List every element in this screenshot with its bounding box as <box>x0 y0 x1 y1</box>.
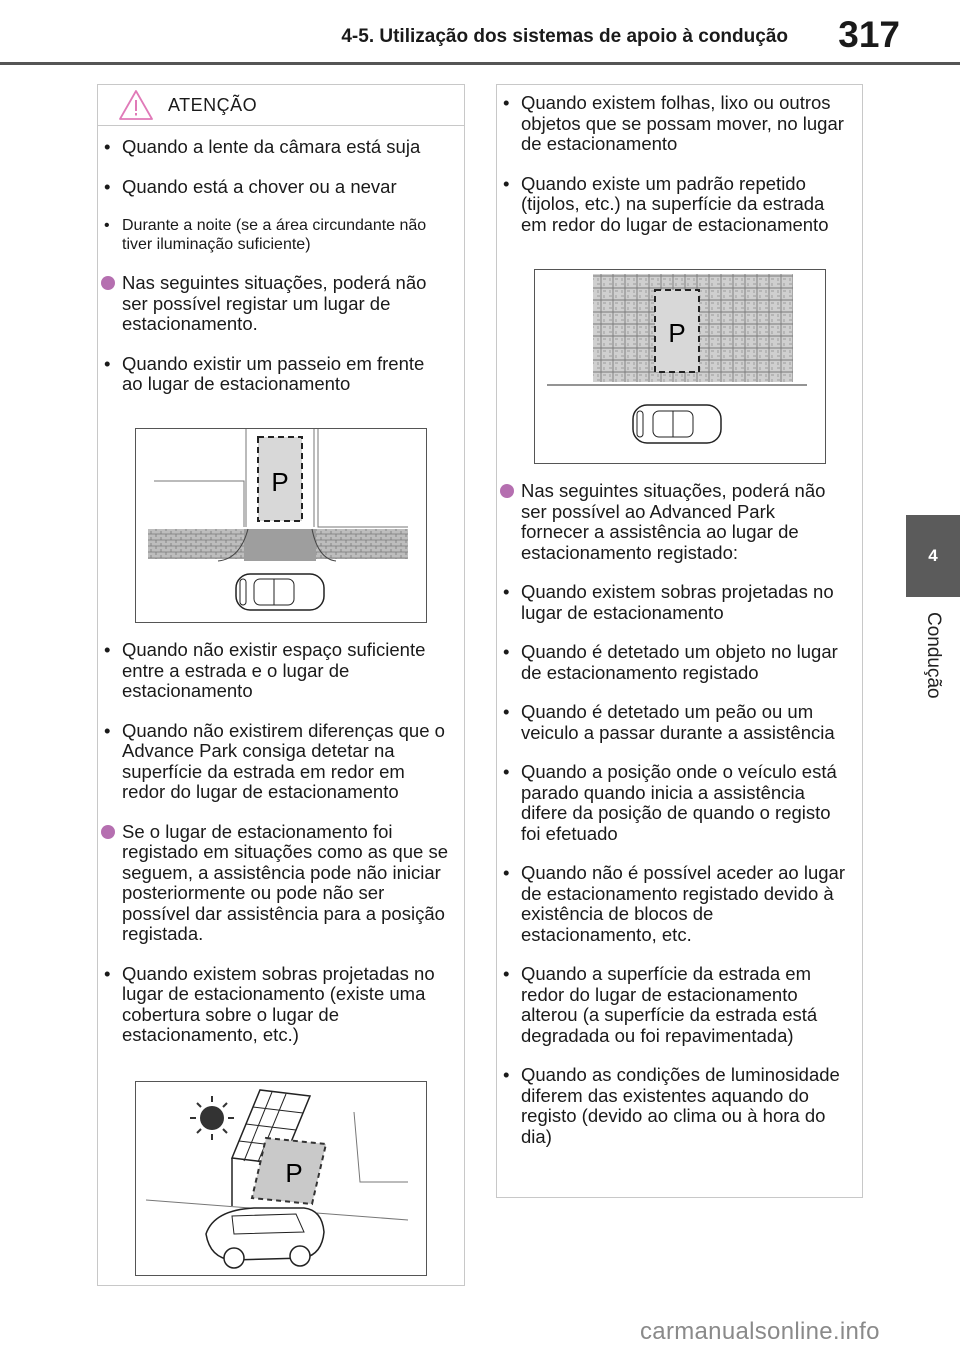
warning-panel <box>97 84 465 1286</box>
bullet-dot-icon <box>500 484 514 498</box>
list-item: Se o lugar de estacionamento foi registado em situações como as que se seguem, a assistência pode não iniciar posteriormente ou pode não ser possível dar assistência para a posição registada. <box>98 822 448 945</box>
list-item: • Quando não existirem diferenças que o Advance Park consiga detetar na superfície da estrada em redor em redor do lugar de estacionamento <box>98 721 448 803</box>
car-icon <box>206 1208 324 1268</box>
bullet-dot-icon <box>101 825 115 839</box>
chapter-label: Condução <box>923 612 944 699</box>
list-item: • Quando não é possível aceder ao lugar de estacionamento registado devido à existência de blocos de estacionamento, etc. <box>497 863 847 945</box>
warning-title: ATENÇÃO <box>168 95 258 115</box>
sun-icon <box>190 1096 234 1140</box>
left-list-mid <box>98 640 448 1065</box>
parking-letter: P <box>271 467 289 497</box>
warning-header <box>98 85 464 126</box>
list-item: • Quando as condições de luminosidade diferem das existentes aquando do registo (devido ao clima ou à hora do dia) <box>497 1065 847 1147</box>
warning-triangle-icon <box>118 89 154 121</box>
list-item: • Quando a lente da câmara está suja <box>98 137 448 158</box>
figure-curb <box>135 428 427 623</box>
list-item: • Quando a superfície da estrada em redor do lugar de estacionamento alterou (a superfície da estrada está degradada ou foi repavimentada) <box>497 964 847 1046</box>
left-list-top <box>98 137 448 414</box>
page-number: 317 <box>838 14 900 55</box>
right-list-bottom <box>497 481 847 1166</box>
list-item: • Quando é detetado um objeto no lugar de estacionamento registado <box>497 642 847 683</box>
figure-shadow <box>135 1081 427 1276</box>
list-item: Nas seguintes situações, poderá não ser possível registar um lugar de estacionamento. <box>98 273 448 335</box>
list-item: • Quando existem folhas, lixo ou outros objetos que se possam mover, no lugar de estacionamento <box>497 93 847 155</box>
parking-letter: P <box>285 1158 303 1188</box>
parking-letter: P <box>668 318 686 348</box>
list-item: • Quando está a chover ou a nevar <box>98 177 448 198</box>
header-divider <box>0 62 960 65</box>
list-item: • Durante a noite (se a área circundante não tiver iluminação suficiente) <box>98 216 448 254</box>
list-item: • Quando existir um passeio em frente ao lugar de estacionamento <box>98 354 448 395</box>
info-panel <box>496 84 863 1198</box>
right-list-top <box>497 93 847 254</box>
list-item: • Quando é detetado um peão ou um veiculo a passar durante a assistência <box>497 702 847 743</box>
figure-brick-pattern <box>534 269 826 464</box>
list-item: • Quando existem sobras projetadas no lugar de estacionamento <box>497 582 847 623</box>
chapter-tab: 4 <box>906 515 960 597</box>
list-item: • Quando existem sobras projetadas no lugar de estacionamento (existe uma cobertura sobre o lugar de estacionamento, etc.) <box>98 964 448 1046</box>
list-item: • Quando não existir espaço suficiente entre a estrada e o lugar de estacionamento <box>98 640 448 702</box>
car-icon <box>236 574 324 610</box>
watermark: carmanualsonline.info <box>640 1318 880 1345</box>
car-icon <box>633 405 721 443</box>
list-item: • Quando existe um padrão repetido (tijolos, etc.) na superfície da estrada em redor do lugar de estacionamento <box>497 174 847 236</box>
list-item: Nas seguintes situações, poderá não ser possível ao Advanced Park fornecer a assistência ao lugar de estacionamento registado: <box>497 481 847 563</box>
bullet-dot-icon <box>101 276 115 290</box>
list-item: • Quando a posição onde o veículo está parado quando inicia a assistência difere da posição de quando o registo foi efetuado <box>497 762 847 844</box>
section-title: 4-5. Utilização dos sistemas de apoio à condução <box>341 26 788 47</box>
